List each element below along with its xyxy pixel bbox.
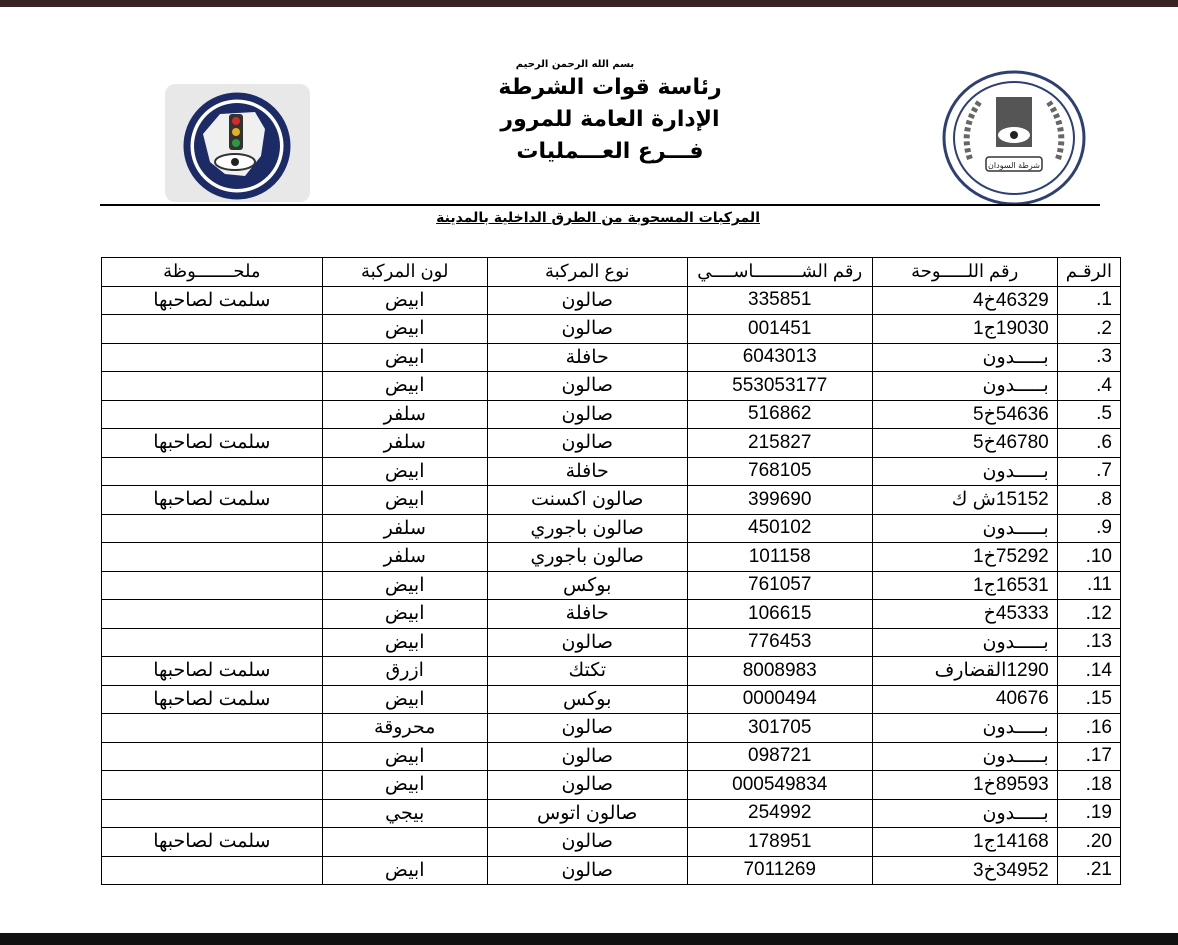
cell-plate: 40676 [872,685,1057,714]
cell-plate: بـــــدون [872,714,1057,743]
cell-number: 13. [1057,628,1120,657]
header-line-traffic: الإدارة العامة للمرور [500,107,720,132]
table-row [102,486,1121,515]
table-row [102,315,1121,344]
cell-type: حافلة [487,457,687,486]
header-line-operations: فـــرع العـــمليات [516,139,704,164]
cell-note [102,457,323,486]
cell-note: سلمت لصاحبها [102,685,323,714]
table-row [102,514,1121,543]
cell-number: 14. [1057,657,1120,686]
cell-color: ابيض [322,286,487,315]
cell-note [102,628,323,657]
cell-type: صالون [487,315,687,344]
cell-note [102,315,323,344]
cell-number: 20. [1057,828,1120,857]
cell-type: حافلة [487,600,687,629]
cell-note [102,343,323,372]
cell-number: 12. [1057,600,1120,629]
cell-chassis: 098721 [687,742,872,771]
cell-note [102,571,323,600]
table-row [102,856,1121,885]
cell-note: سلمت لصاحبها [102,429,323,458]
cell-color: ابيض [322,457,487,486]
cell-chassis: 450102 [687,514,872,543]
table-row [102,628,1121,657]
cell-type: صالون باجوري [487,543,687,572]
cell-type: حافلة [487,343,687,372]
cell-chassis: 8008983 [687,657,872,686]
col-header-chassis: رقم الشـــــــــاســــي [687,258,872,287]
cell-number: 11. [1057,571,1120,600]
traffic-police-emblem-icon [165,84,310,202]
cell-plate: بـــــدون [872,343,1057,372]
cell-type: صالون [487,742,687,771]
cell-note [102,714,323,743]
cell-note [102,771,323,800]
top-frame-bar [0,0,1178,7]
cell-number: 19. [1057,799,1120,828]
cell-color: سلفر [322,543,487,572]
cell-number: 8. [1057,486,1120,515]
cell-plate: بـــــدون [872,742,1057,771]
cell-plate: 54636خ5 [872,400,1057,429]
cell-plate: 14168ج1 [872,828,1057,857]
cell-plate: 34952خ3 [872,856,1057,885]
cell-color: ابيض [322,343,487,372]
cell-color: ابيض [322,685,487,714]
cell-type: بوكس [487,571,687,600]
cell-type: صالون باجوري [487,514,687,543]
cell-note [102,799,323,828]
cell-color: ابيض [322,771,487,800]
cell-plate: 75292خ1 [872,543,1057,572]
cell-plate: بـــــدون [872,457,1057,486]
cell-note: سلمت لصاحبها [102,486,323,515]
cell-note: سلمت لصاحبها [102,657,323,686]
cell-type: صالون اتوس [487,799,687,828]
cell-color [322,828,487,857]
cell-plate: بـــــدون [872,514,1057,543]
cell-color: محروقة [322,714,487,743]
cell-number: 7. [1057,457,1120,486]
cell-color: ابيض [322,486,487,515]
cell-color: سلفر [322,400,487,429]
cell-chassis: 6043013 [687,343,872,372]
cell-chassis: 399690 [687,486,872,515]
header-line-police: رئاسة قوات الشرطة [498,75,722,100]
cell-note [102,372,323,401]
cell-type: صالون [487,828,687,857]
cell-type: بوكس [487,685,687,714]
cell-plate: بـــــدون [872,372,1057,401]
cell-plate: 89593خ1 [872,771,1057,800]
cell-note [102,514,323,543]
cell-color: ابيض [322,628,487,657]
bottom-frame-bar [0,933,1178,945]
cell-color: سلفر [322,429,487,458]
table-row [102,771,1121,800]
table-row [102,429,1121,458]
table-row [102,657,1121,686]
header-divider [100,204,1100,206]
cell-number: 17. [1057,742,1120,771]
cell-chassis: 178951 [687,828,872,857]
cell-type: صالون [487,429,687,458]
cell-color: بيجي [322,799,487,828]
table-row [102,799,1121,828]
cell-type: صالون [487,628,687,657]
cell-number: 9. [1057,514,1120,543]
cell-number: 21. [1057,856,1120,885]
cell-type: صالون اكسنت [487,486,687,515]
cell-number: 2. [1057,315,1120,344]
cell-number: 6. [1057,429,1120,458]
cell-number: 1. [1057,286,1120,315]
cell-color: ابيض [322,372,487,401]
col-header-type: نوع المركبة [487,258,687,287]
table-row [102,343,1121,372]
table-row [102,714,1121,743]
cell-plate: 1290القضارف [872,657,1057,686]
cell-chassis: 254992 [687,799,872,828]
cell-note [102,742,323,771]
col-header-plate: رقم اللـــــوحة [872,258,1057,287]
col-header-number: الرقـم [1057,258,1120,287]
table-row [102,286,1121,315]
table-row [102,685,1121,714]
cell-type: صالون [487,714,687,743]
table-row [102,543,1121,572]
cell-type: صالون [487,771,687,800]
cell-plate: 16531ج1 [872,571,1057,600]
cell-chassis: 7011269 [687,856,872,885]
cell-chassis: 0000494 [687,685,872,714]
cell-chassis: 215827 [687,429,872,458]
document-header [380,59,840,168]
police-seal-icon [940,69,1088,207]
cell-color: ازرق [322,657,487,686]
col-header-note: ملحـــــــوظة [102,258,323,287]
table-body [102,286,1121,885]
cell-number: 4. [1057,372,1120,401]
cell-plate: بـــــدون [872,799,1057,828]
cell-number: 16. [1057,714,1120,743]
cell-chassis: 101158 [687,543,872,572]
cell-chassis: 768105 [687,457,872,486]
cell-chassis: 776453 [687,628,872,657]
table-row [102,457,1121,486]
cell-plate: بـــــدون [872,628,1057,657]
cell-chassis: 335851 [687,286,872,315]
cell-note [102,600,323,629]
col-header-color: لون المركبة [322,258,487,287]
cell-plate: 45333خ [872,600,1057,629]
cell-plate: 46780خ5 [872,429,1057,458]
cell-type: صالون [487,286,687,315]
cell-type: صالون [487,400,687,429]
cell-plate: 15152ش ك [872,486,1057,515]
cell-note [102,543,323,572]
cell-color: ابيض [322,742,487,771]
cell-chassis: 761057 [687,571,872,600]
table-row [102,600,1121,629]
cell-type: صالون [487,372,687,401]
cell-number: 18. [1057,771,1120,800]
cell-chassis: 301705 [687,714,872,743]
table-row [102,828,1121,857]
cell-number: 3. [1057,343,1120,372]
cell-plate: 19030ج1 [872,315,1057,344]
cell-chassis: 106615 [687,600,872,629]
cell-number: 10. [1057,543,1120,572]
cell-color: ابيض [322,315,487,344]
cell-note [102,856,323,885]
cell-type: صالون [487,856,687,885]
towed-vehicles-table [101,257,1121,885]
cell-color: ابيض [322,571,487,600]
basmala: بسم الله الرحمن الرحيم [515,59,635,70]
seal-text: شرطة السودان [988,161,1040,170]
cell-color: ابيض [322,856,487,885]
table-row [102,742,1121,771]
cell-note: سلمت لصاحبها [102,828,323,857]
cell-number: 5. [1057,400,1120,429]
table-row [102,372,1121,401]
table-row [102,400,1121,429]
table-header-row [102,258,1121,287]
cell-chassis: 516862 [687,400,872,429]
cell-note [102,400,323,429]
cell-note: سلمت لصاحبها [102,286,323,315]
cell-color: ابيض [322,600,487,629]
cell-number: 15. [1057,685,1120,714]
cell-plate: 46329خ4 [872,286,1057,315]
document-subtitle: المركبات المسحوبة من الطرق الداخلية بالمدينة [436,210,760,226]
cell-type: تكتك [487,657,687,686]
table-row [102,571,1121,600]
cell-chassis: 553053177 [687,372,872,401]
document-page [0,7,1178,933]
cell-color: سلفر [322,514,487,543]
cell-chassis: 000549834 [687,771,872,800]
cell-chassis: 001451 [687,315,872,344]
